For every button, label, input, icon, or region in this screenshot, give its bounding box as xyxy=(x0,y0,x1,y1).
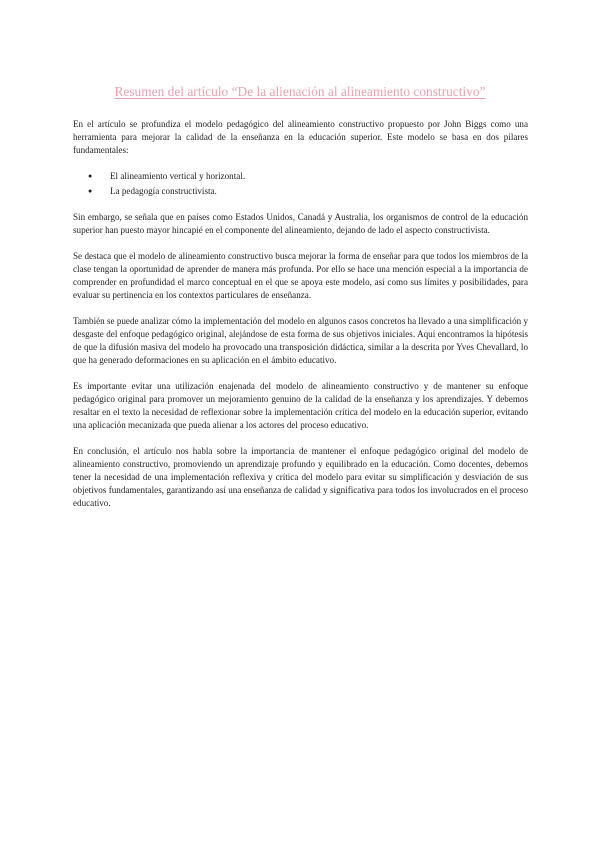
paragraph-critical-implementation: Es importante evitar una utilización enajenada del modelo de alineamiento constructivo y de mantener su enfoque pedagógico original para promover un mejoramiento genuino de la calidad de la enseñanza y los aprendizajes. Y debemos resaltar en el texto la necesidad de reflexionar sobre la implementación crítica del modelo en la educación superior, evitando una aplicación mecanizada que pueda alienar a los actores del proceso educativo. xyxy=(73,381,528,430)
paragraph-intro: En el artículo se profundiza el modelo pedagógico del alineamiento constructivo propuesto por John Biggs como una herramienta para mejorar la calidad de la enseñanza en la educación superior. Este modelo se basa en dos pilares fundamentales: xyxy=(73,119,528,155)
document-body xyxy=(73,118,528,523)
pillars-list xyxy=(73,170,528,198)
paragraph-simplification: También se puede analizar cómo la implementación del modelo en algunos casos concretos ha llevado a una simplificación y desgaste del enfoque pedagógico original, alejándose de esta forma de sus objetivos iniciales. Aquí encontramos la hipótesis de que la difusión masiva del modelo ha provocado una transposición didáctica, similar a la descrita por Yves Chevallard, lo que ha generado deformaciones en su aplicación en el ámbito educativo. xyxy=(73,316,528,365)
list-item xyxy=(73,170,528,183)
bullet-icon: ● xyxy=(88,187,93,195)
paragraph-control-agencies: Sin embargo, se señala que en países como Estados Unidos, Canadá y Australia, los organismos de control de la educación superior han puesto mayor hincapié en el componente del alineamiento, dejando de lado el aspecto constructivista. xyxy=(73,212,528,235)
bullet-icon: ● xyxy=(88,172,93,180)
list-item-text: El alineamiento vertical y horizontal. xyxy=(110,171,246,181)
list-item-text: La pedagogía constructivista. xyxy=(110,186,217,196)
list-item xyxy=(73,185,528,198)
paragraph-conclusion: En conclusión, el artículo nos habla sobre la importancia de mantener el enfoque pedagógico original del modelo de alineamiento constructivo, promoviendo un aprendizaje profundo y equilibrado en la educación. Como docentes, debemos tener la necesidad de una implementación reflexiva y crítica del modelo para evitar su simplificación y desviación de sus objetivos fundamentales, garantizando así una enseñanza de calidad y significativa para todos los involucrados en el proceso educativo. xyxy=(73,446,528,508)
document-title: Resumen del artículo “De la alienación al alineamiento constructivo” xyxy=(114,84,486,99)
paragraph-deep-learning: Se destaca que el modelo de alineamiento constructivo busca mejorar la forma de enseñar para que todos los miembros de la clase tengan la oportunidad de aprender de manera más profunda. Por ello se hace una mención especial a la importancia de comprender en profundidad el marco conceptual en el que se apoya este modelo, así como sus límites y posibilidades, para evaluar su pertinencia en los contextos particulares de enseñanza. xyxy=(73,251,528,300)
